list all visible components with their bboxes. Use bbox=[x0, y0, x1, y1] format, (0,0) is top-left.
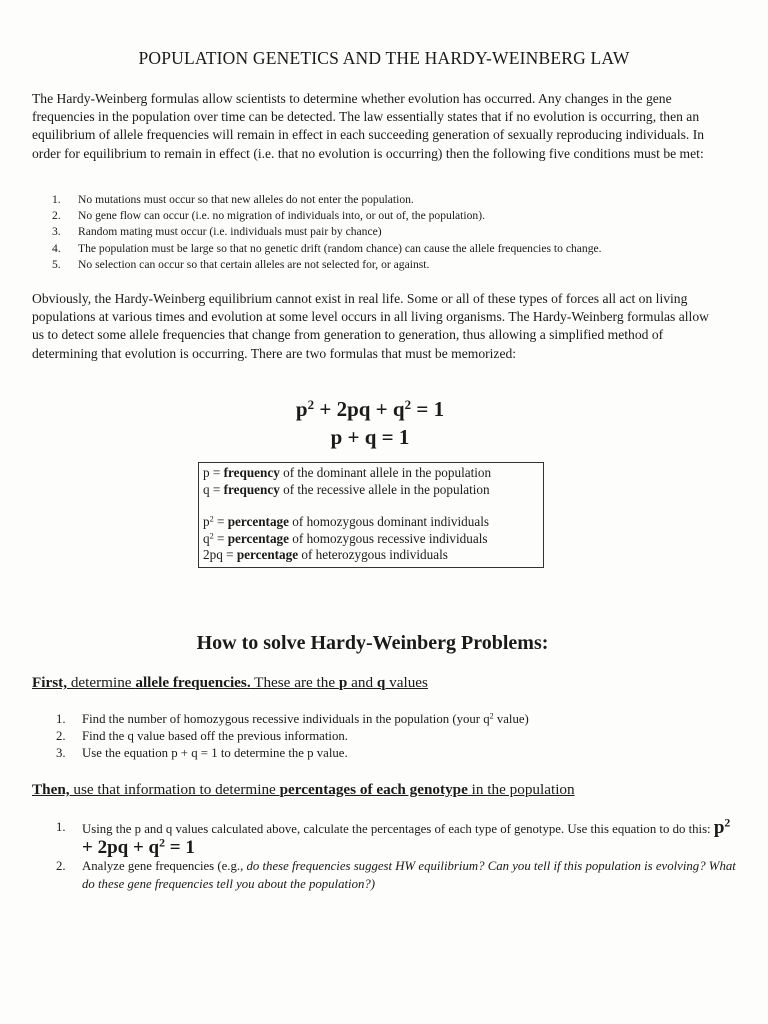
definition-p: p = frequency of the dominant allele in the population bbox=[203, 465, 492, 480]
list-item: 3. Random mating must occur (i.e. individuals must pair by chance) bbox=[52, 225, 382, 239]
definition-p2: $p^2$ = percentage of homozygous dominant individuals bbox=[203, 514, 489, 529]
explanation-paragraph: Obviously, the Hardy-Weinberg equilibrium cannot exist in real life. Some or all of these types of forces all act on living populations at various times and evolution at some level occurs in all living organisms. The Hardy-Weinberg formulas allow us to detect some allele frequencies that change from generation to generation, thus allowing a simplified method of determining that evolution is occurring. There are two formulas that must be memorized: bbox=[32, 291, 709, 361]
steps-list bbox=[56, 711, 736, 762]
subheading-genotype-percentages: Then, use that information to determine percentages of each genotype in the population bbox=[32, 781, 575, 798]
page-title: POPULATION GENETICS AND THE HARDY-WEINBERG LAW bbox=[138, 48, 630, 68]
list-item: 2. No gene flow can occur (i.e. no migration of individuals into, or out of, the population). bbox=[52, 209, 485, 223]
list-item: 1. No mutations must occur so that new alleles do not enter the population. bbox=[52, 193, 414, 206]
conditions-list bbox=[52, 192, 742, 273]
definition-q2: $q^2$ = percentage of homozygous recessive individuals bbox=[203, 530, 488, 546]
section-heading: How to solve Hardy-Weinberg Problems: bbox=[196, 632, 549, 654]
definition-2pq: 2pq = percentage of heterozygous individuals bbox=[203, 547, 448, 562]
list-item: 4. The population must be large so that no genetic drift (random chance) can cause the allele frequencies to change. bbox=[52, 241, 602, 255]
definitions-box bbox=[198, 462, 544, 568]
analysis-list bbox=[56, 816, 736, 893]
list-item: 3. Use the equation p + q = 1 to determine the p value. bbox=[56, 746, 348, 760]
list-item: 1. Find the number of homozygous recessive individuals in the population (your $q^2$ value) bbox=[56, 711, 529, 726]
formula-allele-sum: p + q = 1 bbox=[330, 425, 410, 449]
list-item: 2. Find the q value based off the previous information. bbox=[56, 729, 348, 743]
subheading-allele-frequencies: First, determine allele frequencies. These are the p and q values bbox=[32, 674, 428, 691]
list-item: 5. No selection can occur so that certain alleles are not selected for, or against. bbox=[52, 257, 430, 271]
list-item: 2. Analyze gene frequencies (e.g., do these frequencies suggest HW equilibrium? Can you tell if this population is evolving? What do these gene frequencies tell you about the population?) bbox=[56, 859, 736, 891]
definition-q: q = frequency of the recessive allele in the population bbox=[203, 481, 490, 497]
formula-hardy-weinberg: $p^2 + 2pq + q^2 = 1$ bbox=[295, 396, 445, 421]
list-item: 1. Using the p and q values calculated above, calculate the percentages of each type of genotype. Use this equation to do this: $p^2 + 2pq + q^2 = 1$ bbox=[56, 816, 731, 858]
intro-paragraph: The Hardy-Weinberg formulas allow scientists to determine whether evolution has occurred. Any changes in the gene frequencies in the population over time can be detected. The law essentially states that if no evolution is occurring, then an equilibrium of allele frequencies will remain in effect in each succeeding generation of sexually reproducing individuals. In order for equilibrium to remain in effect (i.e. that no evolution is occurring) then the following five conditions must be met: bbox=[32, 91, 705, 161]
